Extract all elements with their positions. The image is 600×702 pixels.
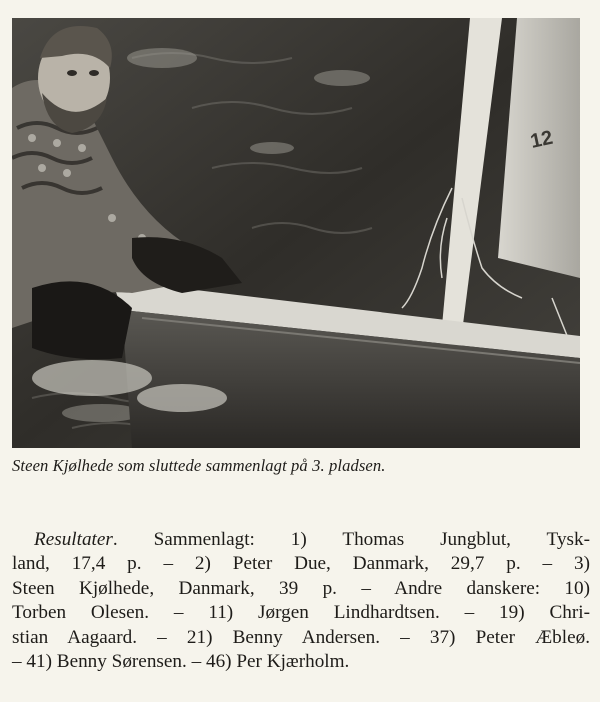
results-label: Resultater: [34, 529, 113, 550]
results-line-5: stian Aagaard. – 21) Benny Andersen. – 37) Peter Æbleø.: [12, 626, 590, 648]
results-line-1-text: . Sammenlagt: 1) Thomas Jungblut, Tysk-: [112, 529, 590, 550]
results-line-1: [12, 528, 590, 552]
sail-marking: 12: [528, 126, 555, 153]
photograph-sailor-with-dinghy: [12, 18, 580, 448]
results-line-2: land, 17,4 p. – 2) Peter Due, Danmark, 29,7 p. – 3): [12, 553, 590, 575]
photo-illustration: [12, 18, 580, 448]
results-line-6: – 41) Benny Sørensen. – 46) Per Kjærholm.: [12, 651, 350, 673]
results-line-4: Torben Olesen. – 11) Jørgen Lindhardtsen. – 19) Chri-: [12, 602, 590, 624]
results-paragraph: [12, 528, 590, 674]
photo-caption: Steen Kjølhede som sluttede sammenlagt på 3. pladsen.: [12, 456, 386, 475]
results-line-3: Steen Kjølhede, Danmark, 39 p. – Andre danskere: 10): [12, 577, 590, 599]
